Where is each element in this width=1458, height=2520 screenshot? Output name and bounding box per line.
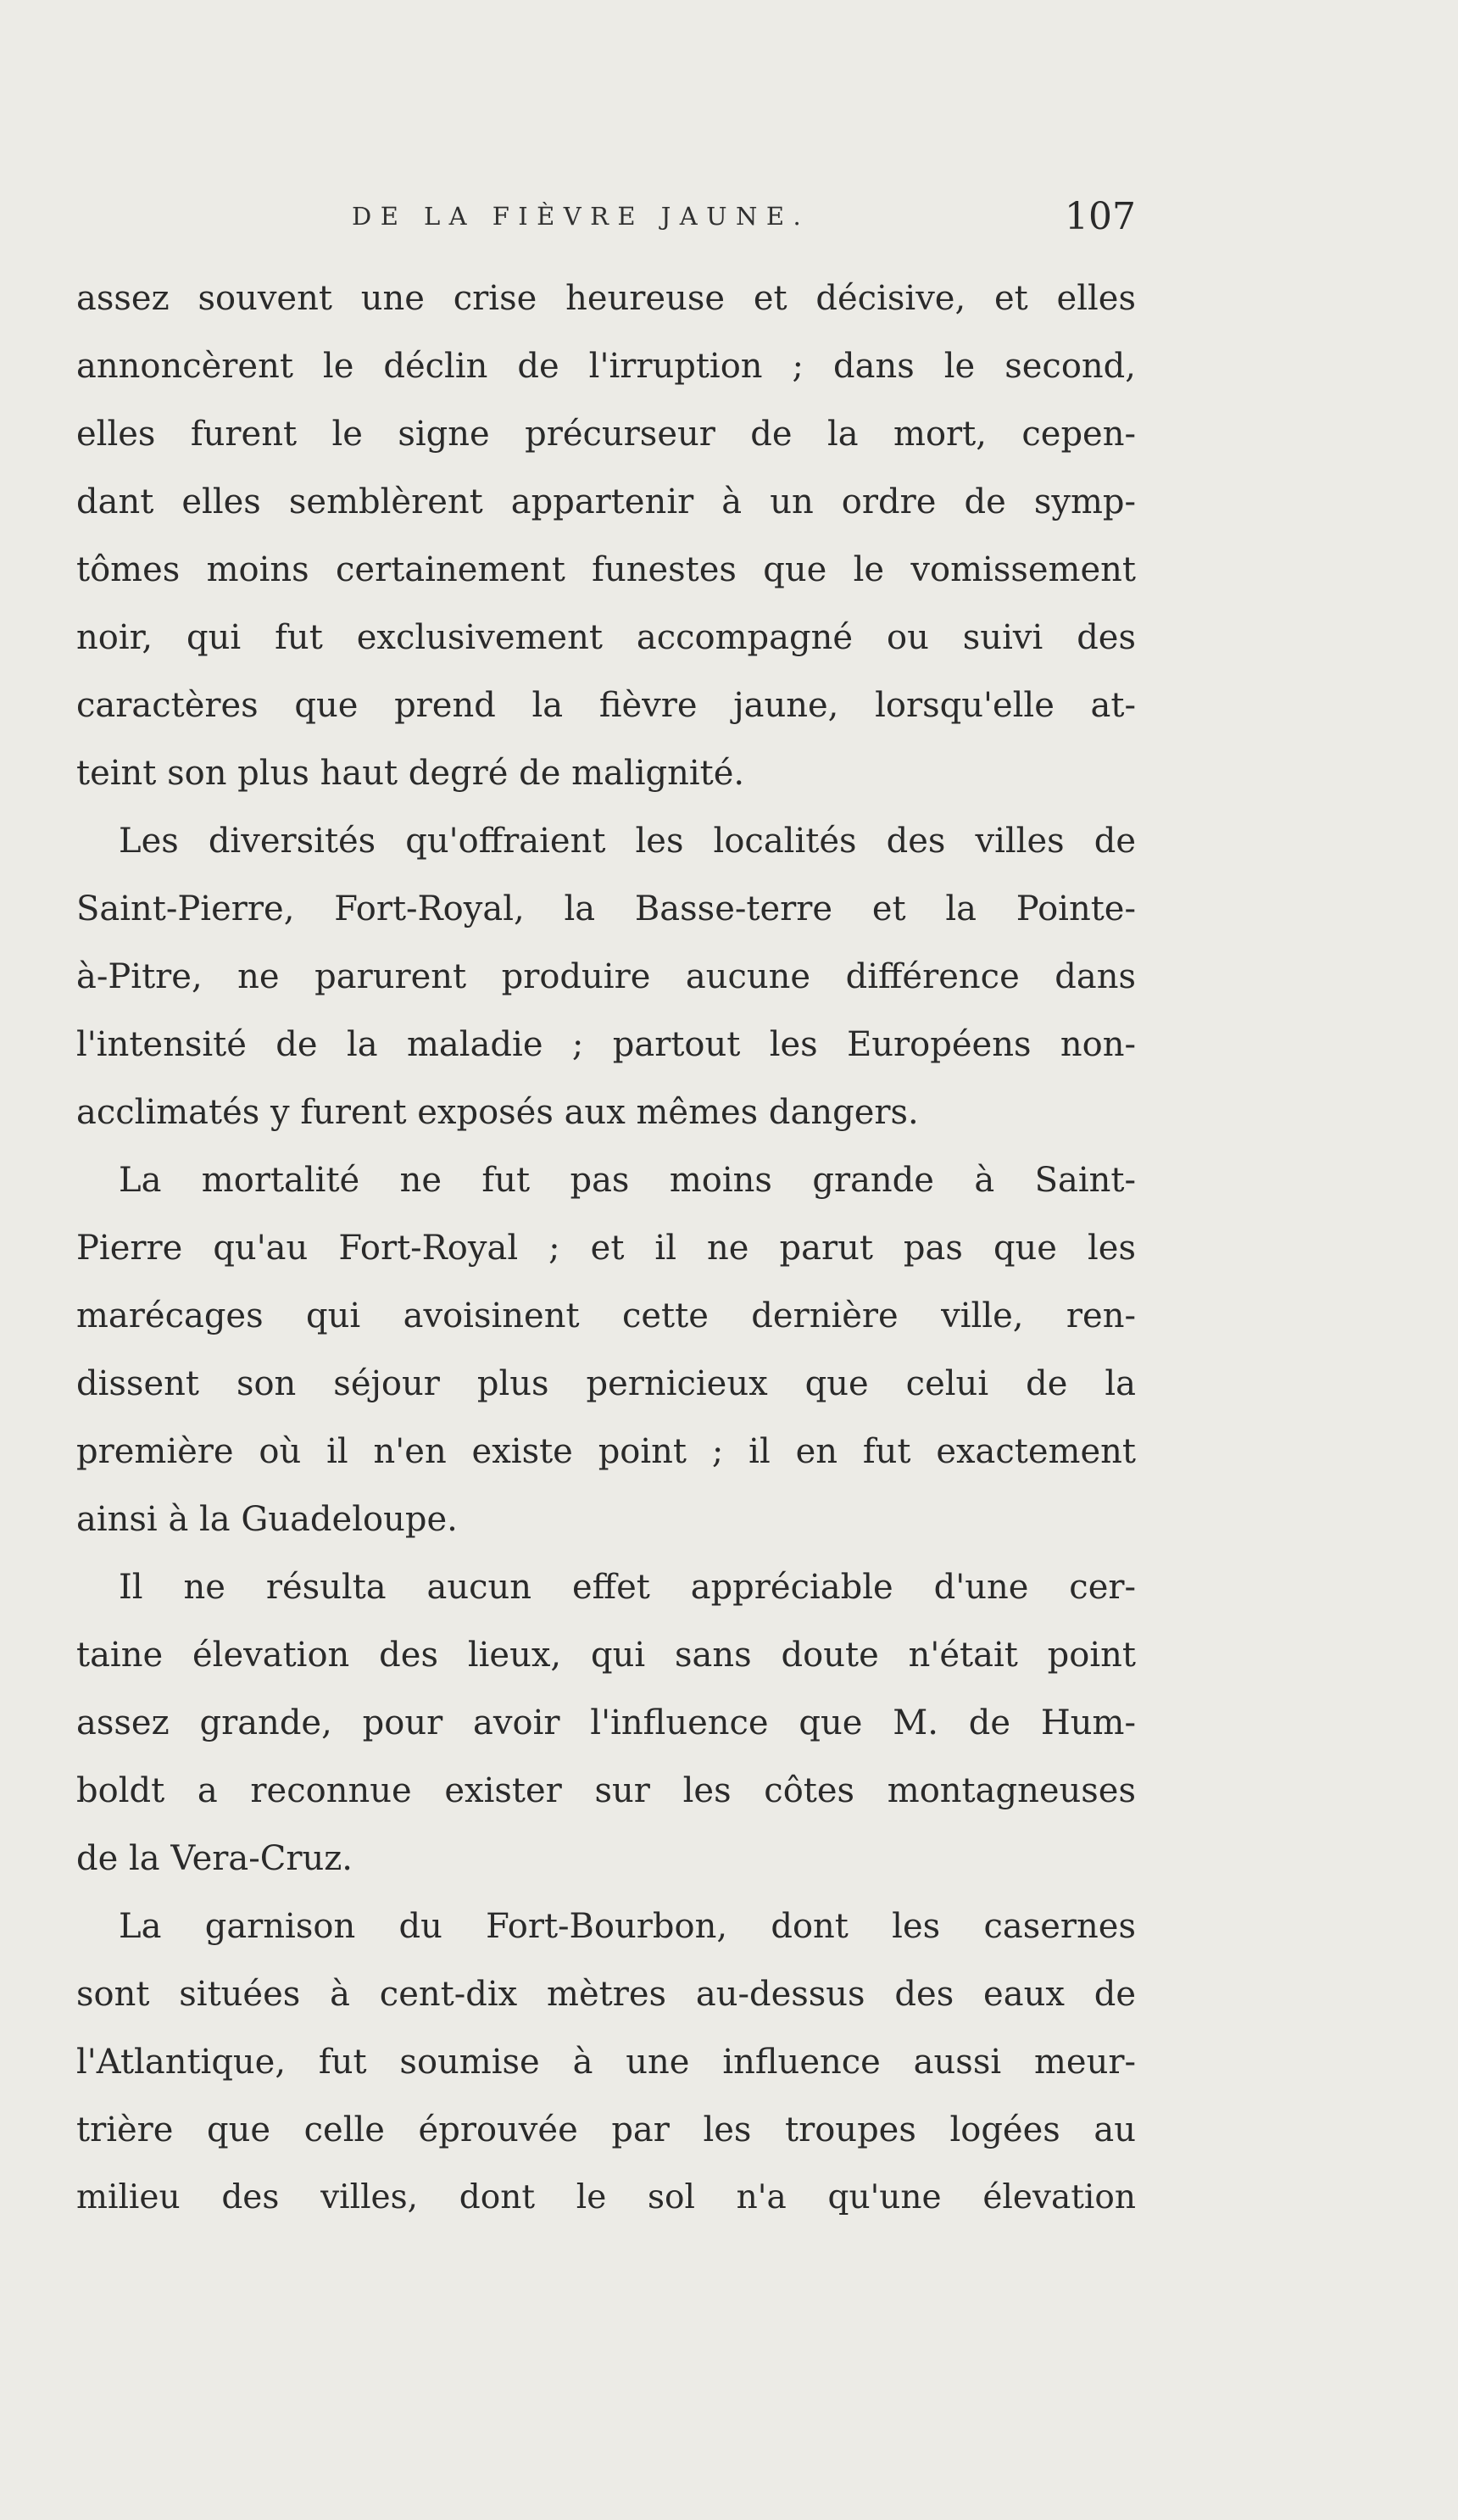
text-line: première où il n'en existe point ; il en fut exactement xyxy=(76,1432,1136,1471)
text-line: dant elles semblèrent appartenir à un ordre de symp- xyxy=(76,482,1136,521)
text-line: de la Vera-Cruz. xyxy=(76,1839,353,1878)
text-line: à-Pitre, ne parurent produire aucune différence dans xyxy=(76,957,1136,996)
text-line: assez grande, pour avoir l'influence que M. de Hum- xyxy=(76,1703,1136,1742)
text-line: milieu des villes, dont le sol n'a qu'une élevation xyxy=(76,2178,1136,2216)
running-title: DE LA FIÈVRE JAUNE. xyxy=(352,202,810,231)
text-line: l'intensité de la maladie ; partout les Européens non- xyxy=(76,1025,1136,1064)
text-line: dissent son séjour plus pernicieux que celui de la xyxy=(76,1364,1136,1403)
text-line: Il ne résulta aucun effet appréciable d'une cer- xyxy=(119,1568,1136,1607)
text-line: La mortalité ne fut pas moins grande à Saint- xyxy=(119,1161,1136,1200)
text-line: La garnison du Fort-Bourbon, dont les casernes xyxy=(119,1907,1136,1946)
text-line: annoncèrent le déclin de l'irruption ; dans le second, xyxy=(76,347,1136,386)
text-line: tômes moins certainement funestes que le vomissement xyxy=(76,550,1136,589)
text-line: marécages qui avoisinent cette dernière ville, ren- xyxy=(76,1296,1136,1335)
text-line: noir, qui fut exclusivement accompagné ou suivi des xyxy=(76,618,1136,657)
text-line: Saint-Pierre, Fort-Royal, la Basse-terre et la Pointe- xyxy=(76,889,1136,928)
text-line: teint son plus haut degré de malignité. xyxy=(76,754,745,793)
text-line: acclimatés y furent exposés aux mêmes dangers. xyxy=(76,1093,919,1132)
text-line: taine élevation des lieux, qui sans doute n'était point xyxy=(76,1636,1136,1675)
text-line: boldt a reconnue exister sur les côtes montagneuses xyxy=(76,1771,1136,1810)
page-text-block xyxy=(76,195,1136,2232)
text-line: assez souvent une crise heureuse et décisive, et elles xyxy=(76,279,1136,318)
text-line: trière que celle éprouvée par les troupes logées au xyxy=(76,2110,1136,2149)
text-line: Les diversités qu'offraient les localités des villes de xyxy=(119,822,1136,861)
text-line: Pierre qu'au Fort-Royal ; et il ne parut pas que les xyxy=(76,1229,1136,1268)
text-line: caractères que prend la fièvre jaune, lorsqu'elle at- xyxy=(76,686,1136,725)
page-number: 107 xyxy=(1065,195,1136,238)
text-line: sont situées à cent-dix mètres au-dessus des eaux de xyxy=(76,1975,1136,2014)
text-line: ainsi à la Guadeloupe. xyxy=(76,1500,458,1539)
text-line: l'Atlantique, fut soumise à une influence aussi meur- xyxy=(76,2043,1136,2082)
text-line: elles furent le signe précurseur de la mort, cepen- xyxy=(76,415,1136,454)
running-head xyxy=(76,195,1136,246)
